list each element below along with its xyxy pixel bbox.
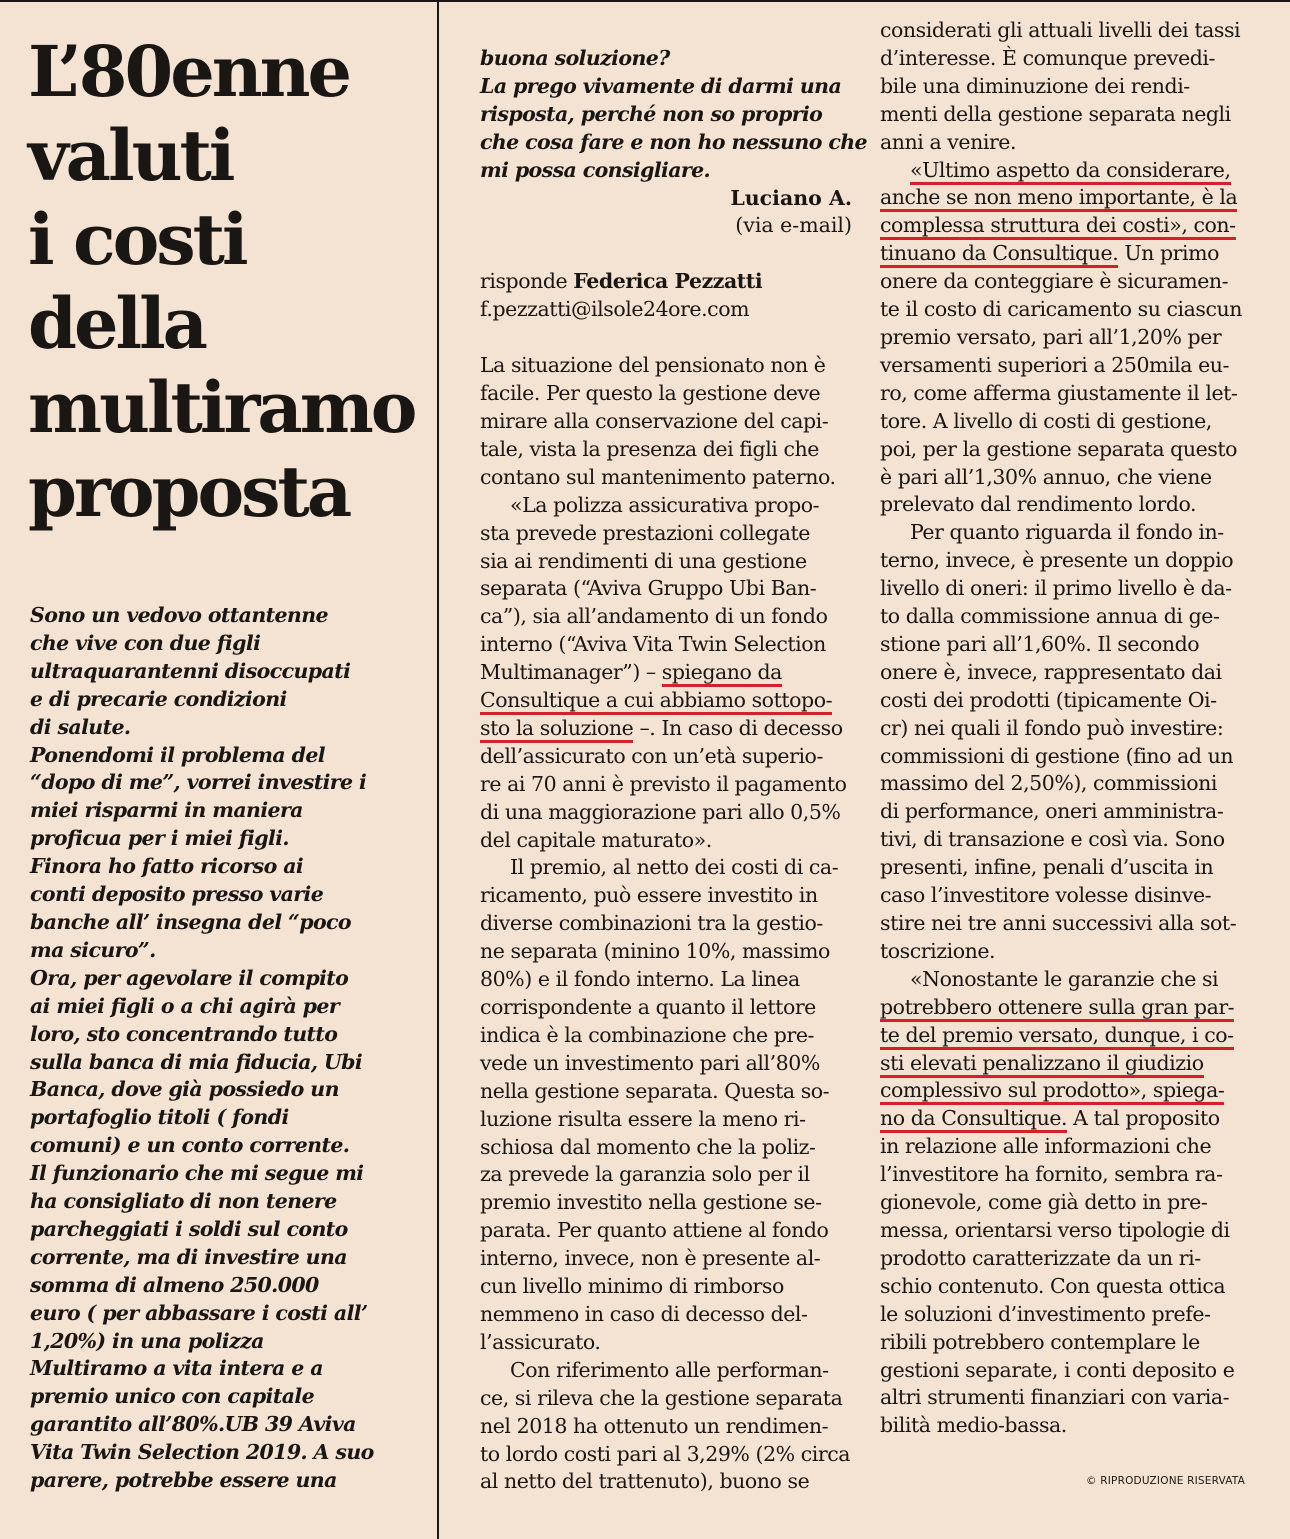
top-rule	[0, 0, 1290, 2]
text-line: sia ai rendimenti di una gestione	[480, 548, 807, 573]
text-line: ro, come afferma giustamente il let-	[880, 380, 1238, 405]
letter-line: La prego vivamente di darmi una	[480, 73, 842, 98]
text-line: menti della gestione separata negli	[880, 101, 1231, 126]
byline	[480, 268, 852, 324]
letter-line: somma di almeno 250.000	[30, 1272, 319, 1297]
text-line: l’investitore ha fornito, sembra ra-	[880, 1162, 1223, 1187]
text-line: massimo del 2,50%), commissioni	[880, 771, 1218, 796]
text-line: onere è, invece, rappresentato dai	[880, 659, 1222, 684]
red-underline-highlight: sti elevati penalizzano il giudizio	[880, 1051, 1204, 1078]
article-body-middle	[480, 352, 852, 1496]
letter-line: garantito all’80%.UB 39 Aviva	[30, 1412, 356, 1437]
text-line: Per quanto riguarda il fondo in-	[910, 520, 1224, 545]
headline	[28, 30, 428, 534]
text-line	[880, 1050, 1252, 1078]
red-underline-highlight: complessivo sul prodotto», spiega-	[880, 1078, 1224, 1105]
letter-line: loro, sto concentrando tutto	[30, 1021, 338, 1046]
text-line: bile una diminuzione dei rendi-	[880, 73, 1190, 98]
text-line: nemmeno in caso di decesso del-	[480, 1301, 808, 1326]
text-line: presenti, infine, penali d’uscita in	[880, 855, 1214, 880]
letter-line: mi possa consigliare.	[480, 157, 711, 182]
text-line: to lordo costi pari al 3,29% (2% circa	[480, 1441, 851, 1466]
text-line: ca”), sia all’andamento di un fondo	[480, 604, 828, 629]
text-line: interno, invece, non è presente al-	[480, 1246, 821, 1271]
text-line: cun livello minimo di rimborso	[480, 1274, 784, 1299]
text-line	[880, 212, 1252, 240]
text-line: è pari all’1,30% annuo, che viene	[880, 464, 1212, 489]
text-line: premio investito nella gestione se-	[480, 1190, 822, 1215]
text-line: re ai 70 anni è previsto il pagamento	[480, 771, 847, 796]
text-line: stione pari all’1,60%. Il secondo	[880, 631, 1200, 656]
letter-line: comuni) e un conto corrente.	[30, 1133, 350, 1158]
byline-prefix: risponde	[480, 269, 574, 294]
byline-author: Federica Pezzatti	[573, 269, 763, 294]
byline-email[interactable]: f.pezzatti@ilsole24ore.com	[480, 297, 750, 322]
text-line	[880, 1022, 1252, 1050]
letter-line: risposta, perché non so proprio	[480, 101, 823, 126]
text-line: livello di oneri: il primo livello è da-	[880, 576, 1232, 601]
text-line: del capitale maturato».	[480, 827, 712, 852]
letter-line: Vita Twin Selection 2019. A suo	[30, 1440, 374, 1465]
letter-line: conti deposito presso varie	[30, 882, 324, 907]
text-line: nel 2018 ha ottenuto un rendimen-	[480, 1413, 829, 1438]
text-line: za prevede la garanzia solo per il	[480, 1162, 810, 1187]
letter-line: Ora, per agevolare il compito	[30, 965, 349, 990]
letter-line: corrente, ma di investire una	[30, 1244, 347, 1269]
headline-line: multiramo	[28, 366, 415, 449]
text-line: premio versato, pari all’1,20% per	[880, 324, 1222, 349]
text-line: messa, orientarsi verso tipologie di	[880, 1217, 1230, 1242]
letter-line: che vive con due figli	[30, 630, 261, 655]
text-line: «La polizza assicurativa propo-	[510, 492, 820, 517]
text-line: La situazione del pensionato non è	[480, 353, 826, 378]
text-line: to dalla commissione annua di ge-	[880, 604, 1220, 629]
text-line: interno (“Aviva Vita Twin Selection	[480, 632, 826, 657]
signature	[480, 185, 852, 241]
text-line: Con riferimento alle performan-	[510, 1357, 829, 1382]
red-underline-highlight: spiegano da	[662, 660, 782, 687]
red-underline-highlight: tinuano da Consultique.	[880, 241, 1118, 268]
letter-line: miei risparmi in maniera	[30, 798, 303, 823]
text-line: facile. Per questo la gestione deve	[480, 381, 821, 406]
letter-line: parcheggiati i soldi sul conto	[30, 1216, 348, 1241]
text-line: stire nei tre anni successivi alla sot-	[880, 911, 1237, 935]
letter-line: parere, potrebbe essere una	[30, 1468, 337, 1493]
text-line: ne separata (minino 10%, massimo	[480, 939, 830, 964]
letter-line: ha consigliato di non tenere	[30, 1189, 337, 1214]
text-line: prelevato dal rendimento lordo.	[880, 492, 1197, 517]
text-line: «Nonostante le garanzie che si	[910, 966, 1219, 991]
letter-line: che cosa fare e non ho nessuno che	[480, 129, 867, 154]
text-line: no da Consultique. A tal proposito	[880, 1105, 1252, 1133]
text-line: contano sul mantenimento paterno.	[480, 464, 836, 489]
red-underline-highlight: sto la soluzione	[480, 716, 633, 743]
text-line: nella gestione separata. Questa so-	[480, 1078, 830, 1103]
red-underline-highlight: te del premio versato, dunque, i co-	[880, 1023, 1234, 1050]
text-line: terno, invece, è presente un doppio	[880, 548, 1234, 573]
letter-line: banche all’ insegna del “poco	[30, 909, 352, 934]
letter-line: premio unico con capitale	[30, 1384, 315, 1409]
text-line: indica è la combinazione che pre-	[480, 1022, 814, 1047]
headline-line: L’80enne	[28, 30, 350, 113]
text-line: separata (“Aviva Gruppo Ubi Ban-	[480, 576, 817, 601]
red-underline-highlight: no da Consultique.	[880, 1106, 1067, 1133]
letter-continuation	[480, 45, 867, 185]
letter-line: portafoglio titoli ( fondi	[30, 1105, 289, 1130]
text-line: onere da conteggiare è sicuramen-	[880, 269, 1229, 294]
copyright-notice: © RIPRODUZIONE RISERVATA	[1086, 1475, 1245, 1487]
text-line: schio contenuto. Con questa ottica	[880, 1273, 1226, 1298]
text-line	[880, 1077, 1252, 1105]
text-line: tore. A livello di costi di gestione,	[880, 408, 1212, 433]
text-line: poi, per la gestione separata questo	[880, 436, 1238, 461]
column-divider	[437, 0, 439, 1539]
text-line: Multimanager”) – spiegano da	[480, 659, 852, 687]
letter-line: 1,20%) in una polizza	[30, 1328, 264, 1353]
red-underline-highlight: «Ultimo aspetto da considerare,	[910, 158, 1231, 185]
text-line: diverse combinazioni tra la gestio-	[480, 911, 823, 936]
text-line: parata. Per quanto attiene al fondo	[480, 1218, 829, 1243]
letter-line: Sono un vedovo ottantenne	[30, 603, 328, 627]
letter-line: di salute.	[30, 714, 131, 739]
article-column-right	[880, 17, 1252, 1440]
text-line: 80%) e il fondo interno. La linea	[480, 967, 800, 992]
text-line: costi dei prodotti (tipicamente Oi-	[880, 687, 1217, 712]
letter-line: buona soluzione?	[480, 46, 670, 70]
text-line: sta prevede prestazioni collegate	[480, 520, 810, 545]
text-line: Il premio, al netto dei costi di ca-	[510, 855, 839, 880]
text-line: di una maggiorazione pari allo 0,5%	[480, 799, 841, 824]
text-line: toscrizione.	[880, 938, 996, 963]
red-underline-highlight: complessa struttura dei costi», con-	[880, 213, 1236, 240]
letter-line: Banca, dove già possiedo un	[30, 1077, 339, 1102]
text-line: l’assicurato.	[480, 1329, 601, 1354]
red-underline-highlight: anche se non meno importante, è la	[880, 185, 1237, 212]
text-line: tivi, di transazione e così via. Sono	[880, 827, 1225, 852]
letter-line: euro ( per abbassare i costi all’	[30, 1300, 368, 1325]
headline-line: proposta	[28, 450, 350, 533]
text-line: versamenti superiori a 250mila eu-	[880, 352, 1230, 377]
letter-line: ai miei figli o a chi agirà per	[30, 993, 340, 1018]
letter-line: e di precarie condizioni	[30, 686, 287, 711]
text-line: te il costo di caricamento su ciascun	[880, 297, 1243, 322]
text-line: in relazione alle informazioni che	[880, 1134, 1212, 1159]
text-line: considerati gli attuali livelli dei tassi	[880, 18, 1241, 42]
text-line	[880, 157, 1252, 185]
text-line: caso l’investitore volesse disinve-	[880, 883, 1212, 908]
text-line: gestioni separate, i conti deposito e	[880, 1357, 1235, 1382]
red-underline-highlight: Consultique a cui abbiamo sottopo-	[480, 688, 832, 715]
text-line: gionevole, come già detto in pre-	[880, 1190, 1208, 1215]
text-line: tinuano da Consultique. Un primo	[880, 240, 1252, 268]
text-line: prodotto caratterizzate da un ri-	[880, 1245, 1201, 1270]
headline-line: della	[28, 282, 206, 365]
letter-line: sulla banca di mia fiducia, Ubi	[30, 1049, 363, 1074]
text-line: sto la soluzione –. In caso di decesso	[480, 715, 852, 743]
signature-via: (via e-mail)	[735, 213, 852, 238]
reader-letter	[30, 602, 374, 1495]
letter-line: proficua per i miei figli.	[30, 826, 289, 851]
letter-line: Il funzionario che mi segue mi	[30, 1161, 364, 1186]
article-column-middle	[480, 45, 867, 1496]
letter-line: Multiramo a vita intera e a	[30, 1356, 323, 1381]
text-line: mirare alla conservazione del capi-	[480, 408, 829, 433]
letter-line: “dopo di me”, vorrei investire i	[30, 770, 367, 795]
letter-line: ultraquarantenni disoccupati	[30, 658, 351, 683]
text-line: altri strumenti finanziari con varia-	[880, 1385, 1230, 1410]
text-line: ricamento, può essere investito in	[480, 883, 818, 908]
text-line: dell’assicurato con un’età superio-	[480, 743, 823, 768]
text-line: di performance, oneri amministra-	[880, 799, 1224, 824]
headline-line: valuti	[28, 114, 233, 197]
headline-line: i costi	[28, 198, 246, 281]
letter-line: Finora ho fatto ricorso ai	[30, 854, 304, 879]
text-line: cr) nei quali il fondo può investire:	[880, 715, 1224, 740]
red-underline-highlight: potrebbero ottenere sulla gran par-	[880, 995, 1234, 1022]
text-line: schiosa dal momento che la poliz-	[480, 1134, 816, 1159]
text-line: commissioni di gestione (fino ad un	[880, 743, 1234, 768]
text-line: al netto del trattenuto), buono se	[480, 1469, 810, 1494]
text-line	[880, 994, 1252, 1022]
text-line: corrispondente a quanto il lettore	[480, 995, 816, 1019]
text-line: ce, si rileva che la gestione separata	[480, 1385, 843, 1410]
text-line: tale, vista la presenza dei figli che	[480, 436, 819, 461]
text-line: anni a venire.	[880, 129, 1017, 154]
letter-line: ma sicuro”.	[30, 937, 156, 962]
text-line: vede un investimento pari all’80%	[480, 1050, 820, 1075]
signature-name: Luciano A.	[730, 185, 852, 210]
letter-line: Ponendomi il problema del	[30, 742, 325, 767]
text-line	[480, 687, 852, 715]
text-line	[880, 184, 1252, 212]
text-line: luzione risulta essere la meno ri-	[480, 1106, 806, 1131]
text-line: d’interesse. È comunque prevedi-	[880, 45, 1216, 70]
text-line: ribili potrebbero contemplare le	[880, 1329, 1200, 1354]
text-line: le soluzioni d’investimento prefe-	[880, 1301, 1211, 1326]
text-line: bilità medio-bassa.	[880, 1413, 1067, 1438]
